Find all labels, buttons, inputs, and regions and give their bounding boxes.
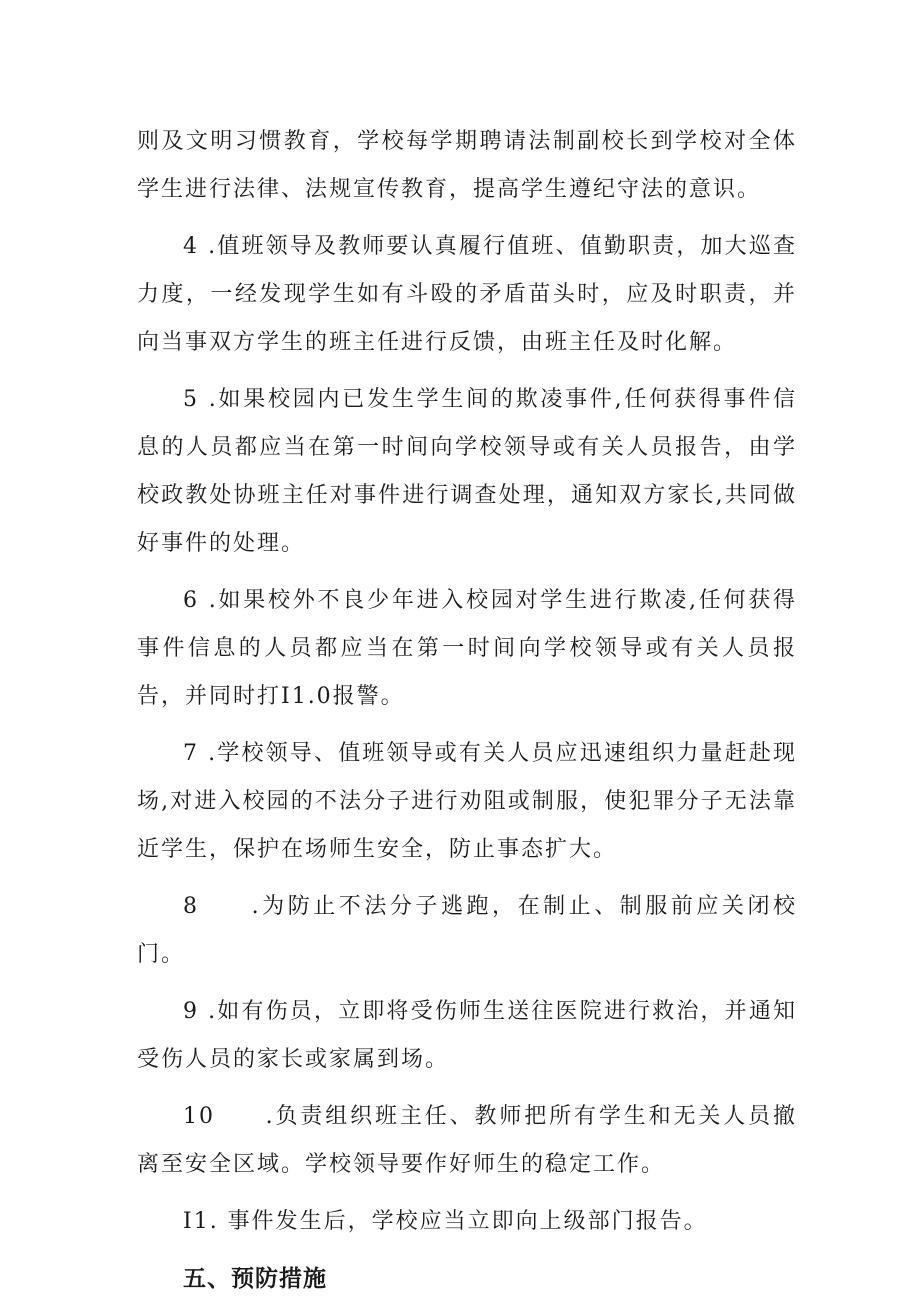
paragraph-item-8: 8 .为防止不法分子逃跑，在制止、制服前应关闭校门。 [137, 894, 797, 967]
paragraph-1: 则及文明习惯教育，学校每学期聘请法制副校长到学校对全体学生进行法律、法规宣传教育，提高学生遵纪守法的意识。 [137, 129, 797, 202]
paragraph-item-5: 5 .如果校园内已发生学生间的欺凌事件,任何获得事件信息的人员都应当在第一时间向学校领导或有关人员报告，由学校政教处协班主任对事件进行调查处理，通知双方家长,共同做好事件的处理。 [137, 387, 797, 556]
paragraph-item-9: 9 .如有伤员，立即将受伤师生送往医院进行救治，并通知受伤人员的家长或家属到场。 [137, 999, 797, 1072]
paragraph-item-4: 4 .值班领导及教师要认真履行值班、值勤职责，加大巡查力度，一经发现学生如有斗殴的矛盾苗头时，应及时职责，并向当事双方学生的班主任进行反馈，由班主任及时化解。 [137, 234, 797, 355]
document-page [137, 118, 797, 1303]
section-heading: 五、预防措施 [183, 1266, 327, 1292]
paragraph-item-11: I1. 事件发生后，学校应当立即向上级部门报告。 [183, 1209, 708, 1234]
paragraph-item-7: 7 .学校领导、值班领导或有关人员应迅速组织力量赶赴现场,对进入校园的不法分子进行劝阻或制服，使犯罪分子无法靠近学生，保护在场师生安全，防止事态扩大。 [137, 741, 797, 862]
paragraph-item-6: 6 .如果校外不良少年进入校园对学生进行欺凌,任何获得事件信息的人员都应当在第一时间向学校领导或有关人员报告，并同时打I1.0报警。 [137, 588, 797, 709]
paragraph-item-10: 10 .负责组织班主任、教师把所有学生和无关人员撤离至安全区域。学校领导要作好师生的稳定工作。 [137, 1104, 797, 1177]
